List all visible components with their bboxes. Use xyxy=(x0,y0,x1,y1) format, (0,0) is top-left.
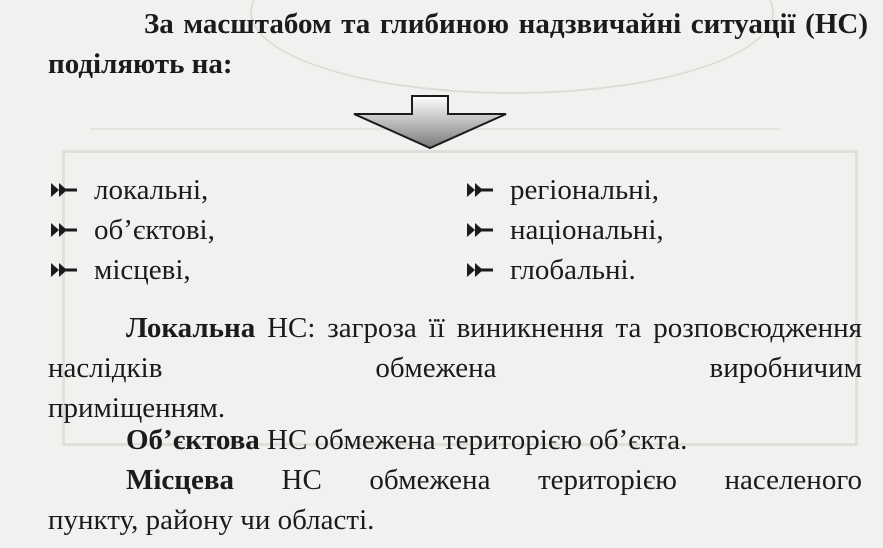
definition-object xyxy=(48,420,862,460)
term-municipal: Місцева xyxy=(126,464,235,496)
list-item xyxy=(50,210,215,250)
definition-text-tail: пункту, району чи області. xyxy=(48,504,375,536)
list-item xyxy=(466,250,664,290)
list-item-label: локальні, xyxy=(94,173,209,206)
double-arrow-bullet-icon xyxy=(50,262,78,278)
definition-text-tail: приміщенням. xyxy=(48,392,226,424)
definition-text: НС: загроза її виникнення та розповсюдження наслідків обмежена виробничим xyxy=(48,312,862,384)
list-item-label: об’єктові, xyxy=(94,213,215,246)
double-arrow-bullet-icon xyxy=(466,262,494,278)
definition-text: НС обмежена територією населеного xyxy=(234,464,862,496)
list-item xyxy=(50,250,215,290)
list-left xyxy=(50,170,215,290)
section-heading: За масштабом та глибиною надзвичайні ситуації (НС) поділяють на: xyxy=(48,8,868,80)
term-local: Локальна xyxy=(126,312,256,344)
definition-local xyxy=(48,308,862,428)
double-arrow-bullet-icon xyxy=(466,182,494,198)
list-item-label: глобальні. xyxy=(510,253,636,286)
list-item xyxy=(50,170,215,210)
down-arrow-icon xyxy=(350,94,510,150)
list-item-label: національні, xyxy=(510,213,664,246)
definition-municipal xyxy=(48,460,862,540)
list-item xyxy=(466,170,664,210)
list-item-label: регіональні, xyxy=(510,173,659,206)
list-item xyxy=(466,210,664,250)
double-arrow-bullet-icon xyxy=(466,222,494,238)
definition-text: НС обмежена територією об’єкта. xyxy=(259,424,688,456)
list-item-label: місцеві, xyxy=(94,253,191,286)
double-arrow-bullet-icon xyxy=(50,222,78,238)
double-arrow-bullet-icon xyxy=(50,182,78,198)
list-right xyxy=(466,170,664,290)
term-object: Об’єктова xyxy=(126,424,260,456)
